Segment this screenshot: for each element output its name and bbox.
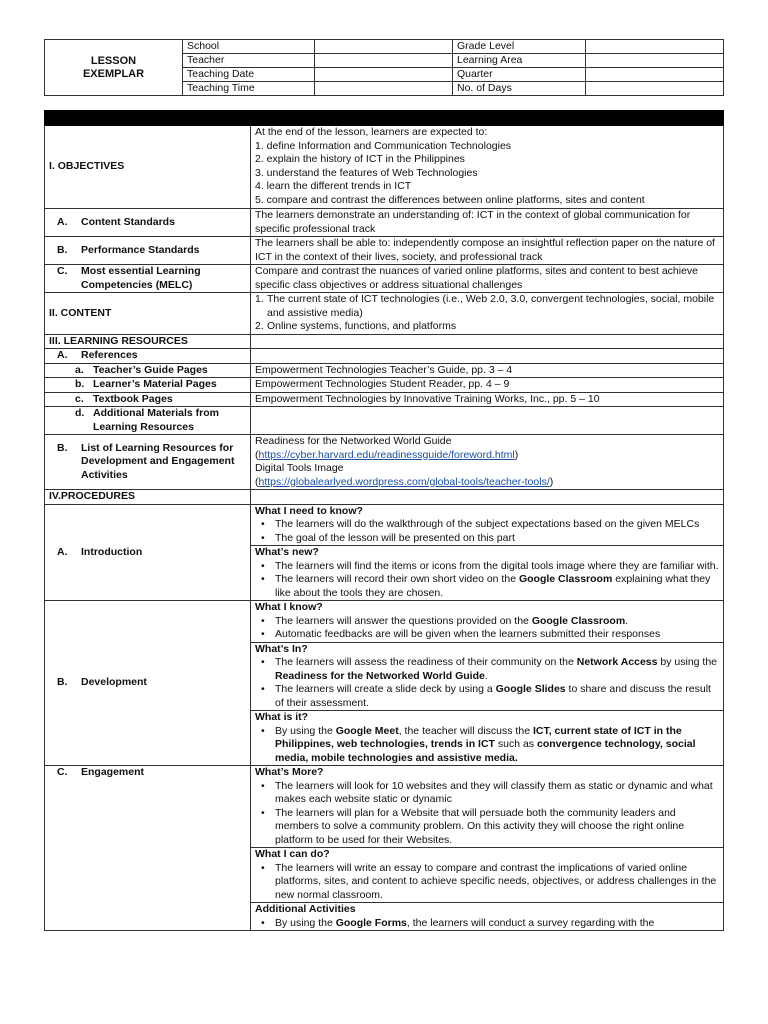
bullet-item: • The learners will assess the readiness of their community on the Network Access by using the Readiness for the Networked World Guide. bbox=[275, 656, 719, 683]
header-label: Teacher bbox=[183, 54, 315, 68]
item-letter: C. bbox=[57, 265, 68, 277]
header-row bbox=[45, 40, 724, 54]
lesson-header-table bbox=[44, 39, 724, 96]
header-label: Teaching Date bbox=[183, 68, 315, 82]
procedures-empty bbox=[251, 490, 724, 505]
content-item: 1. The current state of ICT technologies (i.e., Web 2.0, 3.0, convergent technologies, social, mobile and assistive media) bbox=[255, 293, 715, 319]
item-label: List of Learning Resources for Development and Engagement Activities bbox=[81, 441, 235, 481]
whats-new-section bbox=[251, 545, 723, 600]
procedures-label: IV.PROCEDURES bbox=[45, 490, 251, 505]
melc-row bbox=[45, 265, 724, 293]
lesson-exemplar-title bbox=[45, 40, 183, 96]
lesson-plan-table bbox=[44, 110, 724, 931]
header-value[interactable] bbox=[315, 82, 453, 96]
header-value[interactable] bbox=[586, 40, 724, 54]
content-row bbox=[45, 293, 724, 335]
resource-link-wrap: (https://globalearlyed.wordpress.com/global-tools/teacher-tools/) bbox=[255, 475, 554, 488]
objectives-intro: At the end of the lesson, learners are expected to: bbox=[255, 126, 488, 138]
header-label: Teaching Time bbox=[183, 82, 315, 96]
reference-value bbox=[251, 407, 724, 435]
objective-item: 3. understand the features of Web Technologies bbox=[255, 166, 478, 179]
what-i-can-do-section bbox=[251, 847, 723, 902]
learning-resources-list-label bbox=[45, 435, 251, 490]
performance-standards-text: The learners shall be able to: independently compose an insightful reflection paper on the nature of ICT in the context of their lives, society, and professional track bbox=[251, 237, 724, 265]
resource-link-wrap: (https://cyber.harvard.edu/readinessguide/foreword.html) bbox=[255, 448, 519, 461]
references-row bbox=[45, 349, 724, 364]
bullet-item: • By using the Google Forms, the learners will conduct a survey regarding with the bbox=[275, 917, 719, 931]
whats-in-section bbox=[251, 642, 723, 711]
resource-title: Readiness for the Networked World Guide bbox=[255, 435, 452, 447]
item-label: Performance Standards bbox=[81, 243, 200, 256]
reference-label: d. Additional Materials from Learning Resources bbox=[45, 407, 251, 435]
development-label: B. Development bbox=[45, 601, 251, 766]
objectives-label: I. OBJECTIVES bbox=[45, 126, 251, 209]
header-label: Learning Area bbox=[453, 54, 586, 68]
header-label: No. of Days bbox=[453, 82, 586, 96]
reference-label: c. Textbook Pages bbox=[45, 392, 251, 407]
objectives-row bbox=[45, 126, 724, 209]
resources-row bbox=[45, 334, 724, 349]
content-standards-row bbox=[45, 209, 724, 237]
content-label: II. CONTENT bbox=[45, 293, 251, 335]
reference-value: Empowerment Technologies by Innovative Training Works, Inc., pp. 5 – 10 bbox=[251, 392, 724, 407]
content-standards-label bbox=[45, 209, 251, 237]
section-heading: What I know? bbox=[255, 601, 323, 613]
bullet-item: • The learners will plan for a Website that will persuade both the community leaders and members to solve a community problem. On this activity they will choose the right online platform to be used for their Websites. bbox=[275, 807, 719, 848]
title-line: EXEMPLAR bbox=[82, 67, 145, 80]
content-cell bbox=[251, 293, 724, 335]
header-value[interactable] bbox=[586, 54, 724, 68]
section-heading: What’s More? bbox=[255, 766, 324, 778]
melc-label bbox=[45, 265, 251, 293]
item-letter: A. bbox=[57, 349, 68, 361]
reference-row bbox=[45, 378, 724, 393]
performance-standards-label bbox=[45, 237, 251, 265]
item-label: References bbox=[81, 349, 138, 361]
reference-label: a. Teacher’s Guide Pages bbox=[45, 363, 251, 378]
header-label: Grade Level bbox=[453, 40, 586, 54]
resource-link[interactable]: https://cyber.harvard.edu/readinessguide/foreword.html bbox=[258, 448, 515, 461]
additional-activities-section bbox=[251, 902, 723, 930]
item-letter: A. bbox=[57, 215, 68, 228]
bullet-item: • The learners will look for 10 websites and they will classify them as static or dynamic and what makes each website static or dynamic bbox=[275, 780, 719, 807]
introduction-label: A. Introduction bbox=[45, 504, 251, 601]
what-is-it-section bbox=[251, 710, 723, 765]
bullet-item: • The learners will answer the questions provided on the Google Classroom. bbox=[275, 615, 719, 629]
header-value[interactable] bbox=[315, 40, 453, 54]
header-value[interactable] bbox=[586, 68, 724, 82]
section-heading: Additional Activities bbox=[255, 903, 356, 915]
item-label: Most essential Learning Competencies (MELC) bbox=[81, 265, 201, 291]
whats-more-section bbox=[251, 766, 723, 847]
reference-row bbox=[45, 407, 724, 435]
procedures-row bbox=[45, 490, 724, 505]
bullet-item: • The goal of the lesson will be presented on this part bbox=[275, 532, 719, 546]
references-empty bbox=[251, 349, 724, 364]
development-row bbox=[45, 601, 724, 766]
objectives-cell bbox=[251, 126, 724, 209]
black-header-bar bbox=[45, 111, 724, 126]
resource-link[interactable]: https://globalearlyed.wordpress.com/global-tools/teacher-tools/ bbox=[258, 475, 550, 488]
engagement-row bbox=[45, 766, 724, 931]
resource-title: Digital Tools Image bbox=[255, 462, 344, 474]
bullet-item: • Automatic feedbacks are will be given when the learners submitted their responses bbox=[275, 628, 719, 642]
section-heading: What is it? bbox=[255, 711, 309, 723]
bullet-item: • The learners will write an essay to compare and contrast the implications of varied online platforms, sites, and content to achieve specific needs, objectives, or address challenges in the new normal classroom. bbox=[275, 862, 719, 903]
performance-standards-row bbox=[45, 237, 724, 265]
engagement-label: C. Engagement bbox=[45, 766, 251, 931]
bullet-item: • The learners will record their own short video on the Google Classroom explaining what they like about the tools they are chosen. bbox=[275, 573, 719, 600]
engagement-cell bbox=[251, 766, 724, 931]
learning-resources-list bbox=[251, 435, 724, 490]
header-value[interactable] bbox=[315, 68, 453, 82]
reference-label: b. Learner’s Material Pages bbox=[45, 378, 251, 393]
learning-resources-list-row bbox=[45, 435, 724, 490]
objective-item: 4. learn the different trends in ICT bbox=[255, 180, 412, 192]
what-i-know-section bbox=[251, 601, 723, 642]
objective-item: 2. explain the history of ICT in the Philippines bbox=[255, 153, 465, 165]
introduction-row bbox=[45, 504, 724, 601]
bullet-item: • By using the Google Meet, the teacher will discuss the ICT, current state of ICT in the Philippines, web technologies, trends in ICT such as convergence technology, social media, mobile technologies and assistive media. bbox=[275, 725, 719, 766]
section-heading: What’s In? bbox=[255, 642, 308, 655]
reference-row bbox=[45, 392, 724, 407]
bullet-item: • The learners will create a slide deck by using a Google Slides to share and discuss the result of their assessment. bbox=[275, 683, 719, 710]
bullet-item: • The learners will do the walkthrough of the subject expectations based on the given MELCs bbox=[275, 518, 719, 532]
development-cell bbox=[251, 601, 724, 766]
resources-label: III. LEARNING RESOURCES bbox=[45, 334, 251, 349]
item-letter: B. bbox=[57, 243, 68, 256]
item-letter: B. bbox=[57, 441, 68, 454]
section-heading: What I need to know? bbox=[255, 504, 363, 517]
content-standards-text: The learners demonstrate an understanding of: ICT in the context of global communication for specific professional track bbox=[251, 209, 724, 237]
header-label: School bbox=[183, 40, 315, 54]
melc-text: Compare and contrast the nuances of varied online platforms, sites and content to best achieve specific class objectives or address situational challenges bbox=[251, 265, 724, 293]
objective-item: 1. define Information and Communication Technologies bbox=[255, 139, 512, 152]
item-label: Content Standards bbox=[81, 215, 175, 228]
reference-value: Empowerment Technologies Student Reader, pp. 4 – 9 bbox=[251, 378, 724, 393]
reference-row bbox=[45, 363, 724, 378]
introduction-cell bbox=[251, 504, 724, 601]
header-value[interactable] bbox=[586, 82, 724, 96]
header-label: Quarter bbox=[453, 68, 586, 82]
resources-empty bbox=[251, 334, 724, 349]
what-i-need-to-know-section bbox=[251, 505, 723, 546]
objective-item: 5. compare and contrast the differences between online platforms, sites and content bbox=[255, 193, 645, 206]
section-heading: What I can do? bbox=[255, 848, 330, 860]
content-item: 2. Online systems, functions, and platforms bbox=[255, 320, 457, 332]
section-heading: What’s new? bbox=[255, 546, 319, 558]
title-line: LESSON bbox=[90, 54, 137, 67]
bullet-item: • The learners will find the items or icons from the digital tools image where they are familiar with. bbox=[275, 560, 719, 574]
references-label bbox=[45, 349, 251, 364]
header-value[interactable] bbox=[315, 54, 453, 68]
reference-value: Empowerment Technologies Teacher’s Guide, pp. 3 – 4 bbox=[251, 363, 724, 378]
